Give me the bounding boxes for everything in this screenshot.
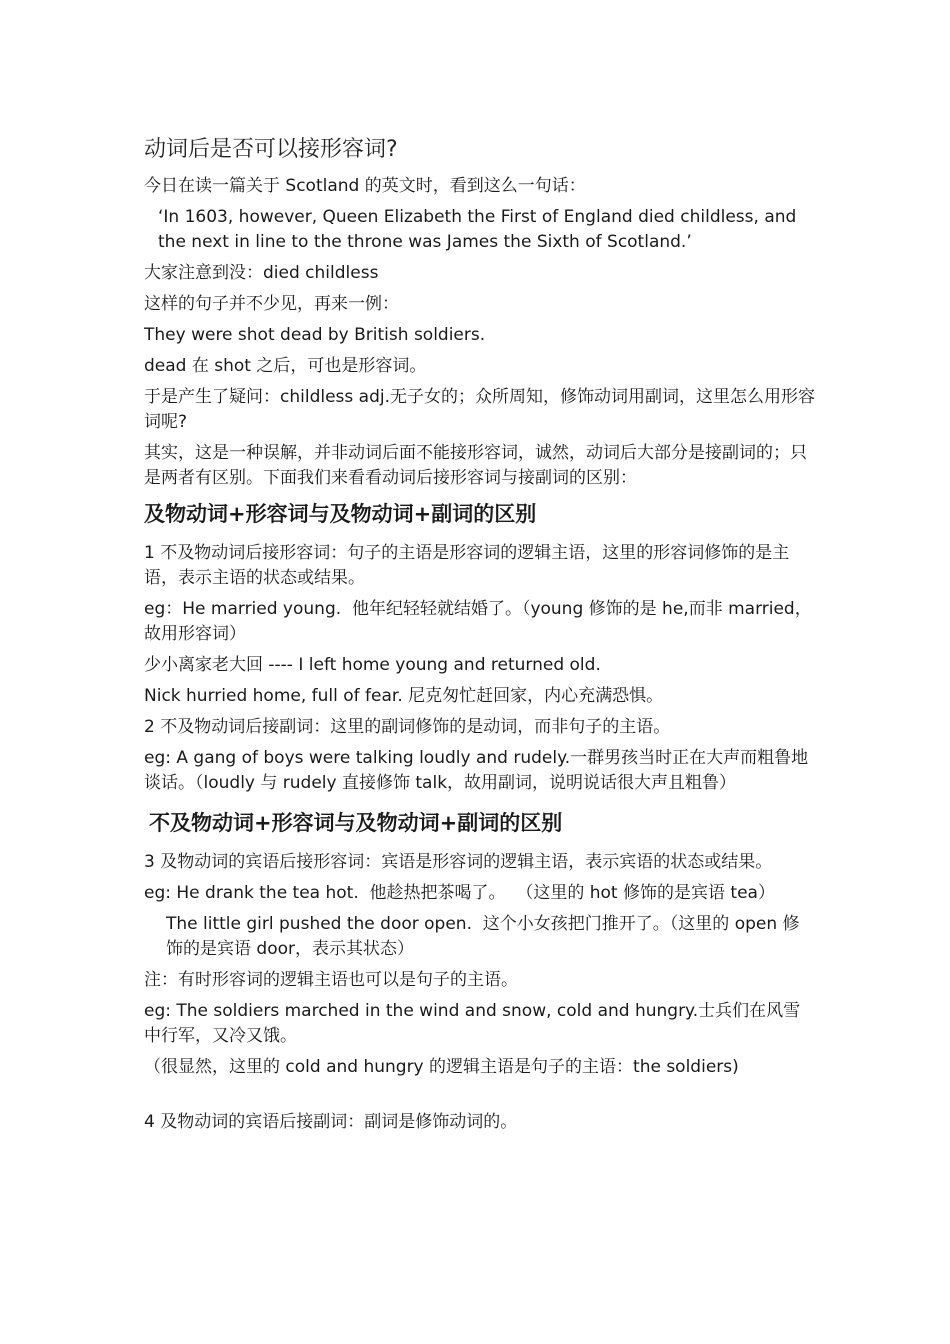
intro-paragraph: 今日在读一篇关于 Scotland 的英文时，看到这么一句话： — [144, 176, 586, 196]
rule-4: 4 及物动词的宾语后接副词：副词是修饰动词的。 — [144, 1112, 518, 1132]
rule-1: 1 不及物动词后接形容词：句子的主语是形容词的逻辑主语，这里的形容词修饰的是主语，表示主语的状态或结果。 — [144, 543, 790, 588]
section-heading-1: 及物动词+形容词与及物动词+副词的区别 — [144, 502, 537, 526]
rule-2: 2 不及物动词后接副词：这里的副词修饰的是动词，而非句子的主语。 — [144, 717, 671, 737]
note: 注：有时形容词的逻辑主语也可以是句子的主语。 — [144, 970, 518, 990]
rule-2-example-1: eg: A gang of boys were talking loudly and rudely.一群男孩当时正在大声而粗鲁地谈话。（loudly 与 rudely 直接修饰 talk，故用副词，说明说话很大声且粗鲁） — [144, 748, 809, 793]
rule-1-example-1: eg：He married young. 他年纪轻轻就结婚了。（young 修饰的是 he,而非 married，故用形容词） — [144, 599, 812, 644]
paragraph-explanation: 其实，这是一种误解，并非动词后面不能接形容词，诚然，动词后大部分是接副词的；只是两者有区别。下面我们来看看动词后接形容词与接副词的区别： — [144, 443, 807, 488]
paragraph-dead-adjective: dead 在 shot 之后，可也是形容词。 — [144, 356, 427, 376]
example-shot-dead: They were shot dead by British soldiers. — [144, 325, 486, 345]
paragraph-question: 于是产生了疑问：childless adj.无子女的；众所周知，修饰动词用副词，这里怎么用形容词呢? — [144, 387, 815, 432]
note-explanation: （很显然，这里的 cold and hungry 的逻辑主语是句子的主语：the soldiers) — [144, 1057, 739, 1077]
rule-1-example-2: 少小离家老大回 ---- I left home young and returned old. — [144, 655, 601, 675]
quoted-sentence: ‘In 1603, however, Queen Elizabeth the First of England died childless, and the next in line to the throne was James the Sixth of Scotland.’ — [158, 207, 802, 252]
rule-3-example-2: The little girl pushed the door open. 这个小女孩把门推开了。（这里的 open 修饰的是宾语 door，表示其状态） — [166, 914, 800, 959]
blank-line — [144, 1086, 816, 1110]
paragraph-another-example: 这样的句子并不少见，再来一例： — [144, 294, 399, 314]
paragraph-died-childless: 大家注意到没：died childless — [144, 263, 379, 283]
page-title: 动词后是否可以接形容词? — [144, 137, 398, 162]
rule-1-example-3: Nick hurried home, full of fear. 尼克匆忙赶回家，内心充满恐惧。 — [144, 686, 664, 706]
rule-3-example-1: eg: He drank the tea hot. 他趁热把茶喝了。 （这里的 hot 修饰的是宾语 tea） — [144, 883, 775, 903]
rule-3: 3 及物动词的宾语后接形容词：宾语是形容词的逻辑主语，表示宾语的状态或结果。 — [144, 852, 773, 872]
section-heading-2: 不及物动词+形容词与及物动词+副词的区别 — [149, 811, 563, 835]
document-page — [144, 134, 816, 1141]
note-example: eg: The soldiers marched in the wind and snow, cold and hungry.士兵们在风雪中行军，又冷又饿。 — [144, 1001, 801, 1046]
